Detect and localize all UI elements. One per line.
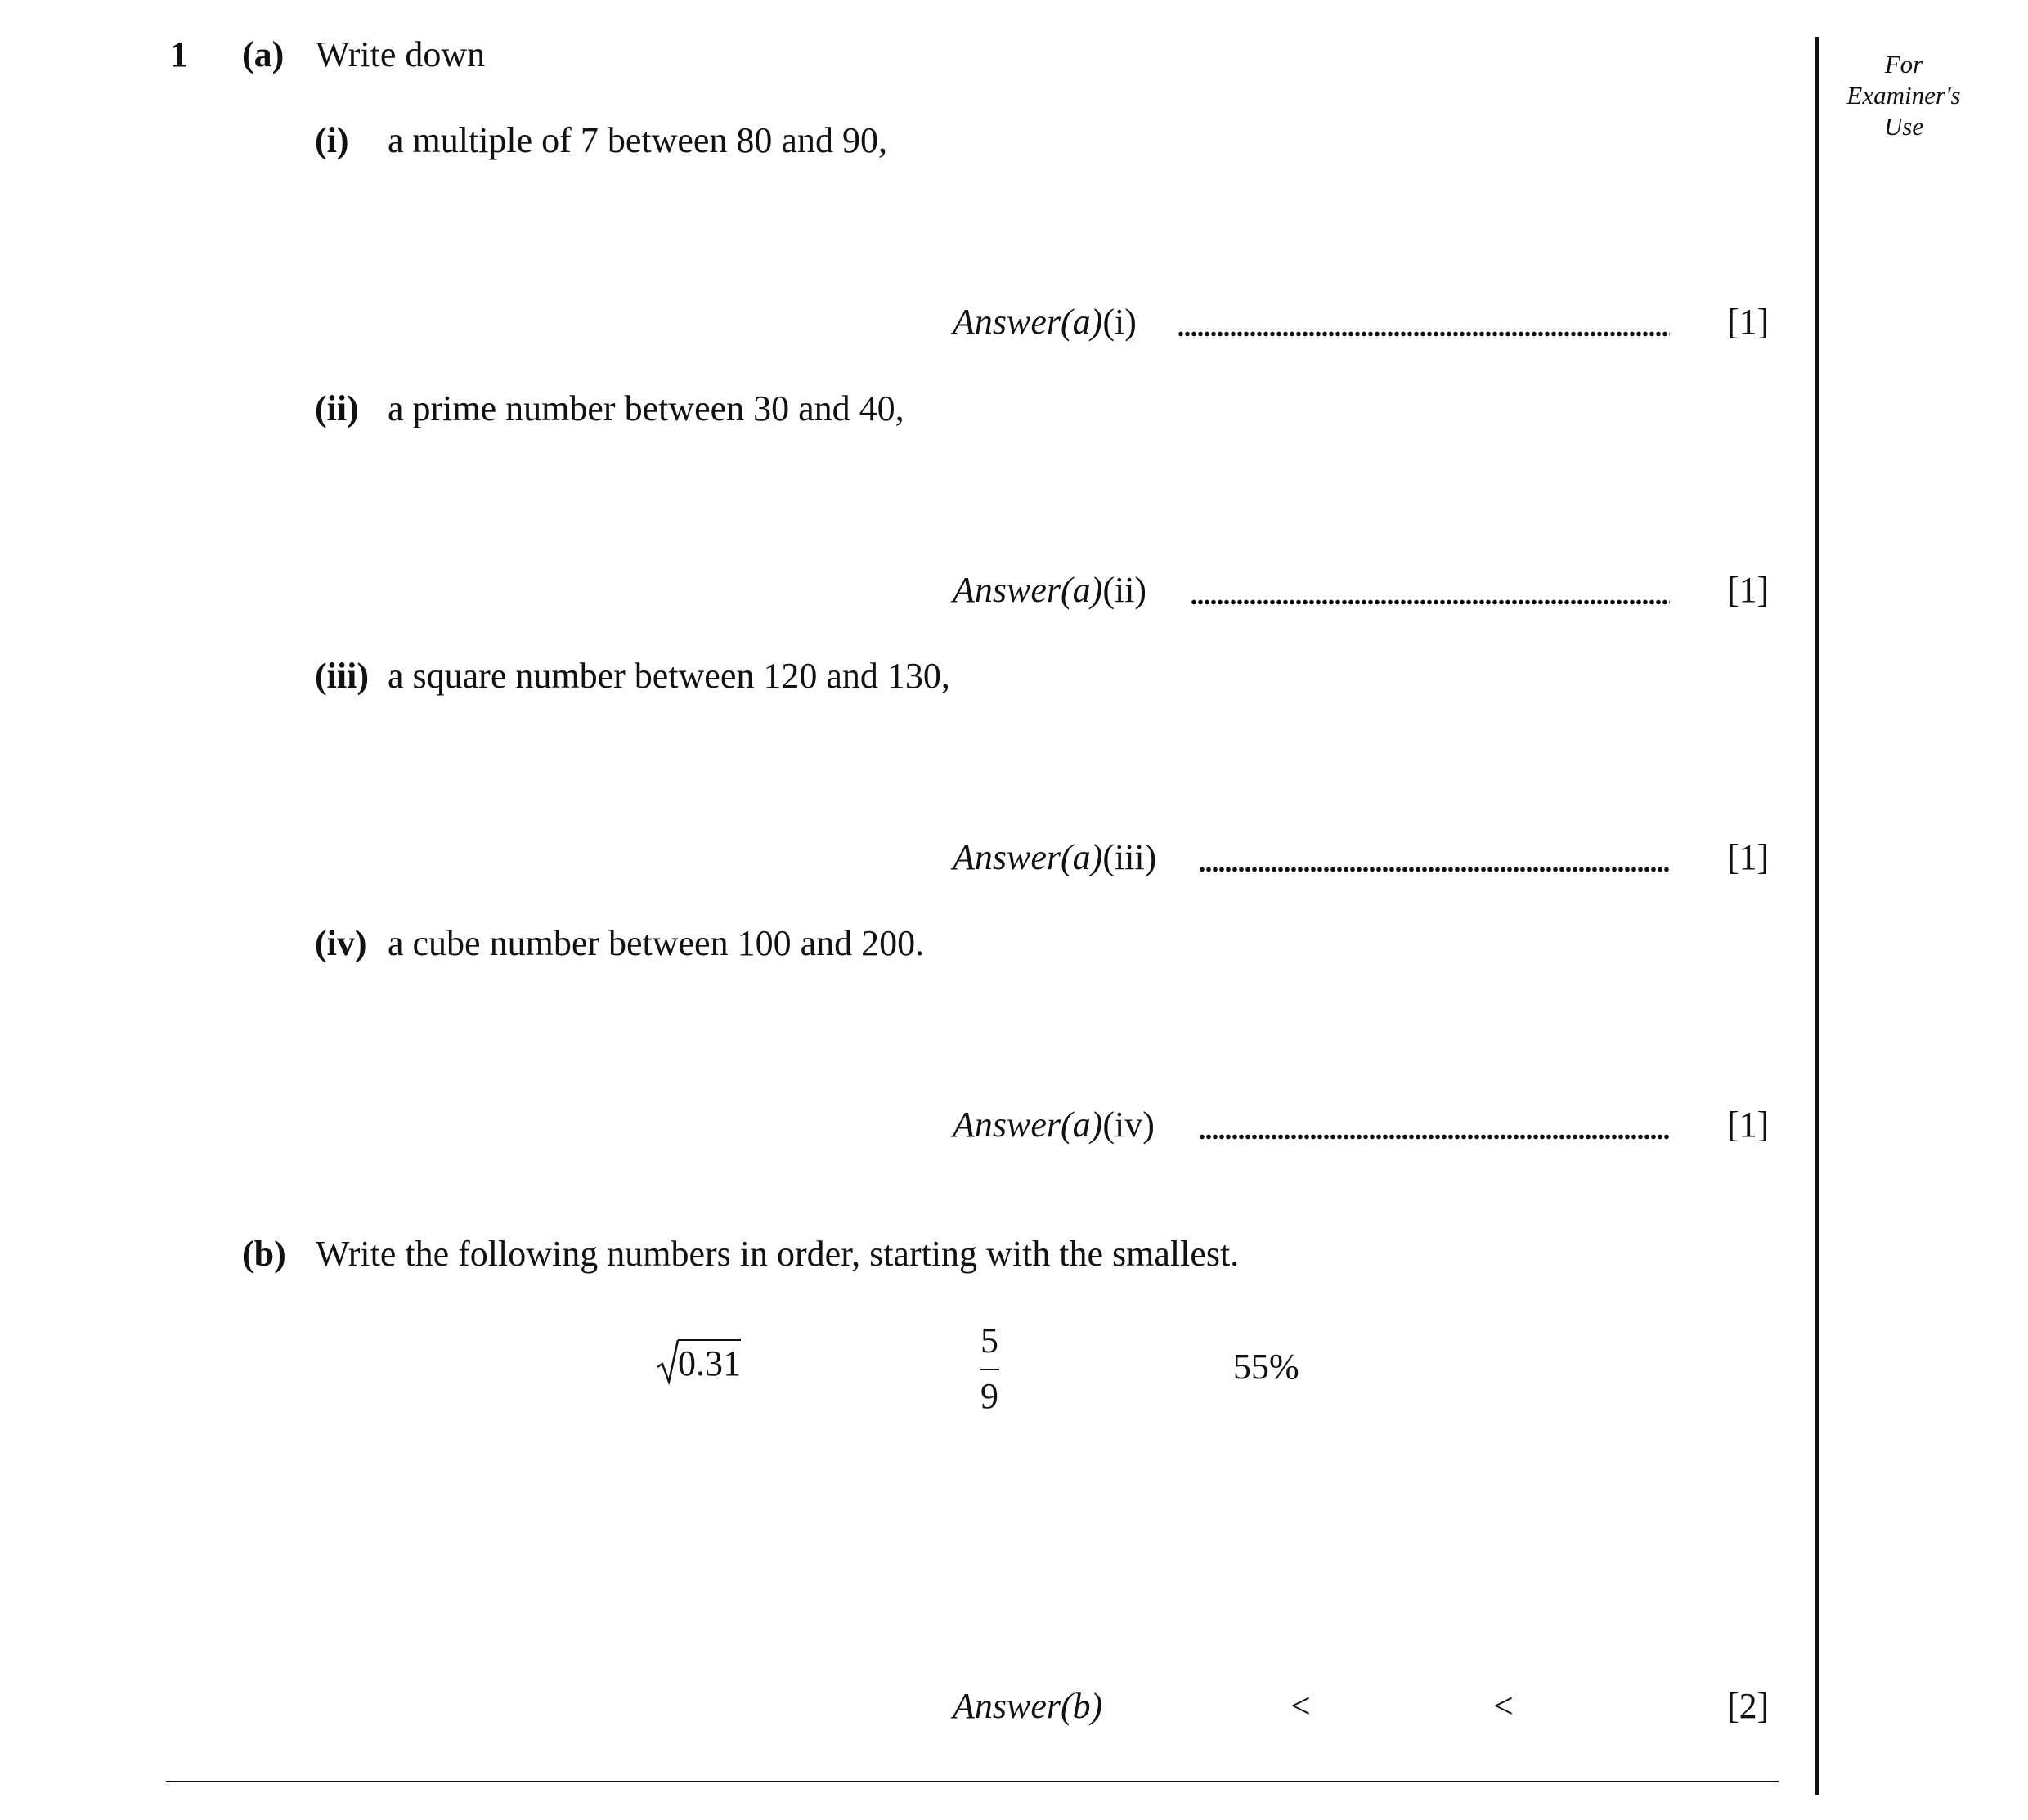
answer-prefix: Answer(a) — [953, 570, 1103, 610]
marks-a-iii: [1] — [1727, 837, 1770, 877]
answer-b-label: Answer(b) — [953, 1686, 1103, 1726]
answer-prefix: Answer(a) — [953, 1105, 1103, 1145]
item-ii-label: (ii) — [315, 388, 359, 428]
less-than-sign-1: < — [1290, 1686, 1311, 1726]
marks-a-iv: [1] — [1727, 1105, 1770, 1145]
fraction-bar — [980, 1369, 999, 1370]
item-i-label: (i) — [315, 120, 349, 160]
examiner-margin-rule — [1815, 37, 1819, 1795]
part-b-instruction: Write the following numbers in order, starting with the smallest. — [316, 1234, 1240, 1274]
item-iii-label: (iii) — [315, 656, 369, 696]
marks-b: [2] — [1727, 1686, 1770, 1726]
answer-a-ii-label — [953, 572, 1146, 608]
answer-a-i-label — [953, 304, 1137, 340]
fraction-numerator: 5 — [980, 1320, 998, 1361]
less-than-sign-2: < — [1493, 1686, 1514, 1726]
answer-a-iv-field[interactable] — [1199, 1134, 1670, 1140]
examiner-note-line-3: Use — [1883, 112, 1924, 141]
part-a-label: (a) — [242, 34, 285, 74]
examiner-note-line-1: For — [1884, 50, 1923, 78]
answer-a-iv-label — [953, 1107, 1155, 1143]
question-number: 1 — [170, 34, 188, 74]
marks-a-i: [1] — [1727, 302, 1770, 342]
part-b-label: (b) — [242, 1234, 286, 1274]
square-root-expression — [656, 1339, 741, 1385]
answer-prefix: Answer(a) — [953, 837, 1103, 877]
answer-a-iii-field[interactable] — [1199, 867, 1670, 872]
answer-suffix: (iv) — [1102, 1105, 1155, 1145]
answer-suffix: (ii) — [1102, 570, 1147, 610]
answer-suffix: (i) — [1102, 302, 1137, 342]
marks-a-ii: [1] — [1727, 570, 1770, 610]
radicand: 0.31 — [678, 1339, 741, 1382]
item-ii-text: a prime number between 30 and 40, — [388, 388, 904, 428]
fraction-denominator: 9 — [980, 1376, 998, 1416]
part-a-instruction: Write down — [316, 34, 486, 74]
fraction — [973, 1320, 1006, 1416]
bottom-rule — [166, 1781, 1779, 1782]
radical-sign-icon — [656, 1339, 679, 1385]
examiner-note-line-2: Examiner's — [1846, 81, 1961, 110]
item-iv-label: (iv) — [315, 923, 367, 963]
examiner-use-note — [1826, 49, 1981, 142]
item-i-text: a multiple of 7 between 80 and 90, — [388, 120, 887, 160]
answer-a-iii-label — [953, 837, 1157, 877]
answer-a-i-field[interactable] — [1178, 331, 1670, 337]
answer-prefix: Answer(a) — [953, 302, 1103, 342]
answer-a-ii-field[interactable] — [1191, 599, 1670, 605]
answer-suffix: (iii) — [1102, 837, 1157, 877]
percent-value: 55% — [1233, 1347, 1299, 1387]
item-iv-text: a cube number between 100 and 200. — [388, 923, 925, 963]
item-iii-text: a square number between 120 and 130, — [388, 656, 950, 696]
